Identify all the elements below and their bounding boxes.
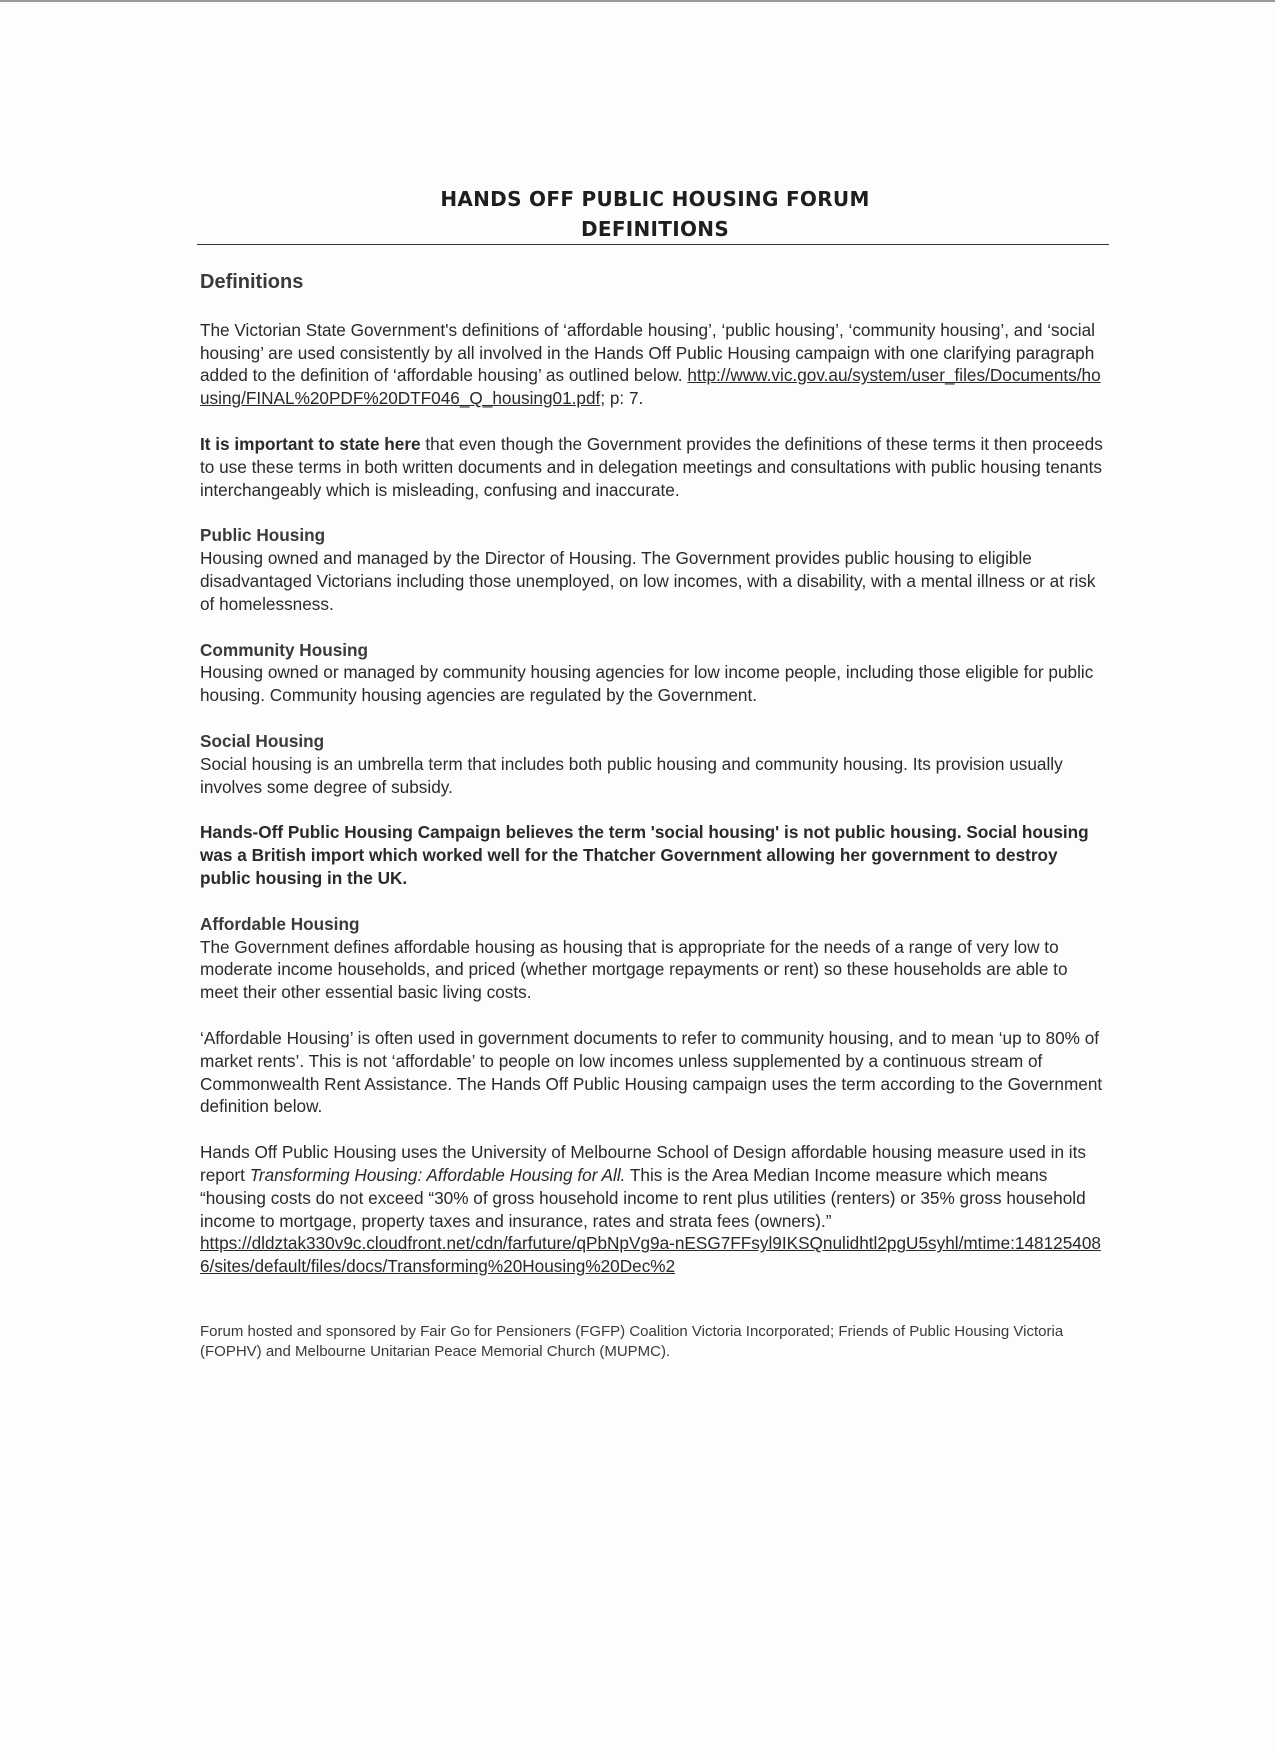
header-title: HANDS OFF PUBLIC HOUSING FORUM (440, 187, 870, 211)
affordable-housing-title: Affordable Housing (200, 913, 360, 934)
social-housing-title: Social Housing (200, 730, 325, 751)
intro-text: The Victorian State Government's definitions of ‘affordable housing’, ‘public housing’, ‘community housing’, and ‘social housing’ are used consistently by all involved in the Hands Off Public Housing campaign with one clarifying paragraph added to the definition of ‘affordable housing’ as outlined below. (200, 319, 1095, 386)
social-housing-definition (200, 730, 1110, 798)
scan-top-edge (0, 0, 1275, 2)
document-header (200, 184, 1110, 244)
public-housing-title: Public Housing (200, 525, 326, 546)
intro-paragraph (200, 319, 1110, 410)
public-housing-text: Housing owned and managed by the Director of Housing. The Government provides public housing to eligible disadvantaged Victorians including those unemployed, on low incomes, with a disability, with a mental illness or at risk of homelessness. (200, 548, 1096, 614)
measure-paragraph (200, 1141, 1110, 1278)
community-housing-text: Housing owned or managed by community housing agencies for low income people, including those eligible for public housing. Community housing agencies are regulated by the Government. (200, 662, 1094, 706)
social-housing-text: Social housing is an umbrella term that includes both public housing and community housing. Its provision usually involves some degree of subsidy. (200, 753, 1063, 797)
measure-text-after: This is the Area Median Income measure which means “housing costs do not exceed “30% of gross household income to rent plus utilities (renters) or 35% gross household income to mortgage, property taxes and insurance, rates and strata fees (owners).” (200, 1164, 1086, 1231)
affordable-housing-definition (200, 913, 1110, 1004)
intro-link-suffix: ; p: 7. (600, 388, 644, 409)
campaign-statement: Hands-Off Public Housing Campaign believes the term 'social housing' is not public housing. Social housing was a British import which worked well for the Thatcher Government allowing her government to destroy public housing in the UK. (200, 822, 1089, 888)
document-body (200, 271, 1110, 1362)
footer-sponsors: Forum hosted and sponsored by Fair Go for Pensioners (FGFP) Coalition Victoria Incorporated; Friends of Public Housing Victoria (FOPHV) and Melbourne Unitarian Peace Memorial Church (MUPMC). (200, 1322, 1064, 1360)
important-text: that even though the Government provides the definitions of these terms it then proceeds to use these terms in both written documents and in delegation meetings and consultations with public housing tenants interchangeably which is misleading, confusing and inaccurate. (200, 433, 1103, 500)
section-title: Definitions (200, 271, 304, 293)
government-definitions-link[interactable]: http://www.vic.gov.au/system/user_files/Documents/housing/FINAL%20PDF%20DTF046_Q_housing01.pdf (200, 365, 1101, 409)
transforming-housing-link[interactable]: https://dldztak330v9c.cloudfront.net/cdn/farfuture/qPbNpVg9a-nESG7FFsyl9IKSQnulidhtl2pgU5syhl/mtime:1481254086/sites/default/files/docs/Transforming%20Housing%20Dec%2 (200, 1233, 1101, 1277)
public-housing-definition (200, 524, 1110, 615)
community-housing-title: Community Housing (200, 639, 369, 660)
community-housing-definition (200, 639, 1110, 707)
important-lead: It is important to state here (200, 433, 421, 454)
affordable-housing-text: The Government defines affordable housing as housing that is appropriate for the needs of a range of very low to moderate income households, and priced (whether mortgage repayments or rent) so these households are able to meet their other essential basic living costs. (200, 936, 1068, 1003)
important-paragraph (200, 433, 1110, 501)
header-subtitle: DEFINITIONS (580, 217, 730, 241)
affordable-housing-clarification: ‘Affordable Housing’ is often used in government documents to refer to community housing, and to mean ‘up to 80% of market rents’. This is not ‘affordable’ to people on low incomes unless supplemented by a continuous stream of Commonwealth Rent Assistance. The Hands Off Public Housing campaign uses the term according to the Government definition below. (200, 1027, 1103, 1117)
measure-text-before: Hands Off Public Housing uses the University of Melbourne School of Design affordable housing measure used in its report (200, 1142, 1086, 1185)
header-divider (197, 244, 1109, 245)
report-title: Transforming Housing: Affordable Housing for All. (249, 1164, 626, 1185)
